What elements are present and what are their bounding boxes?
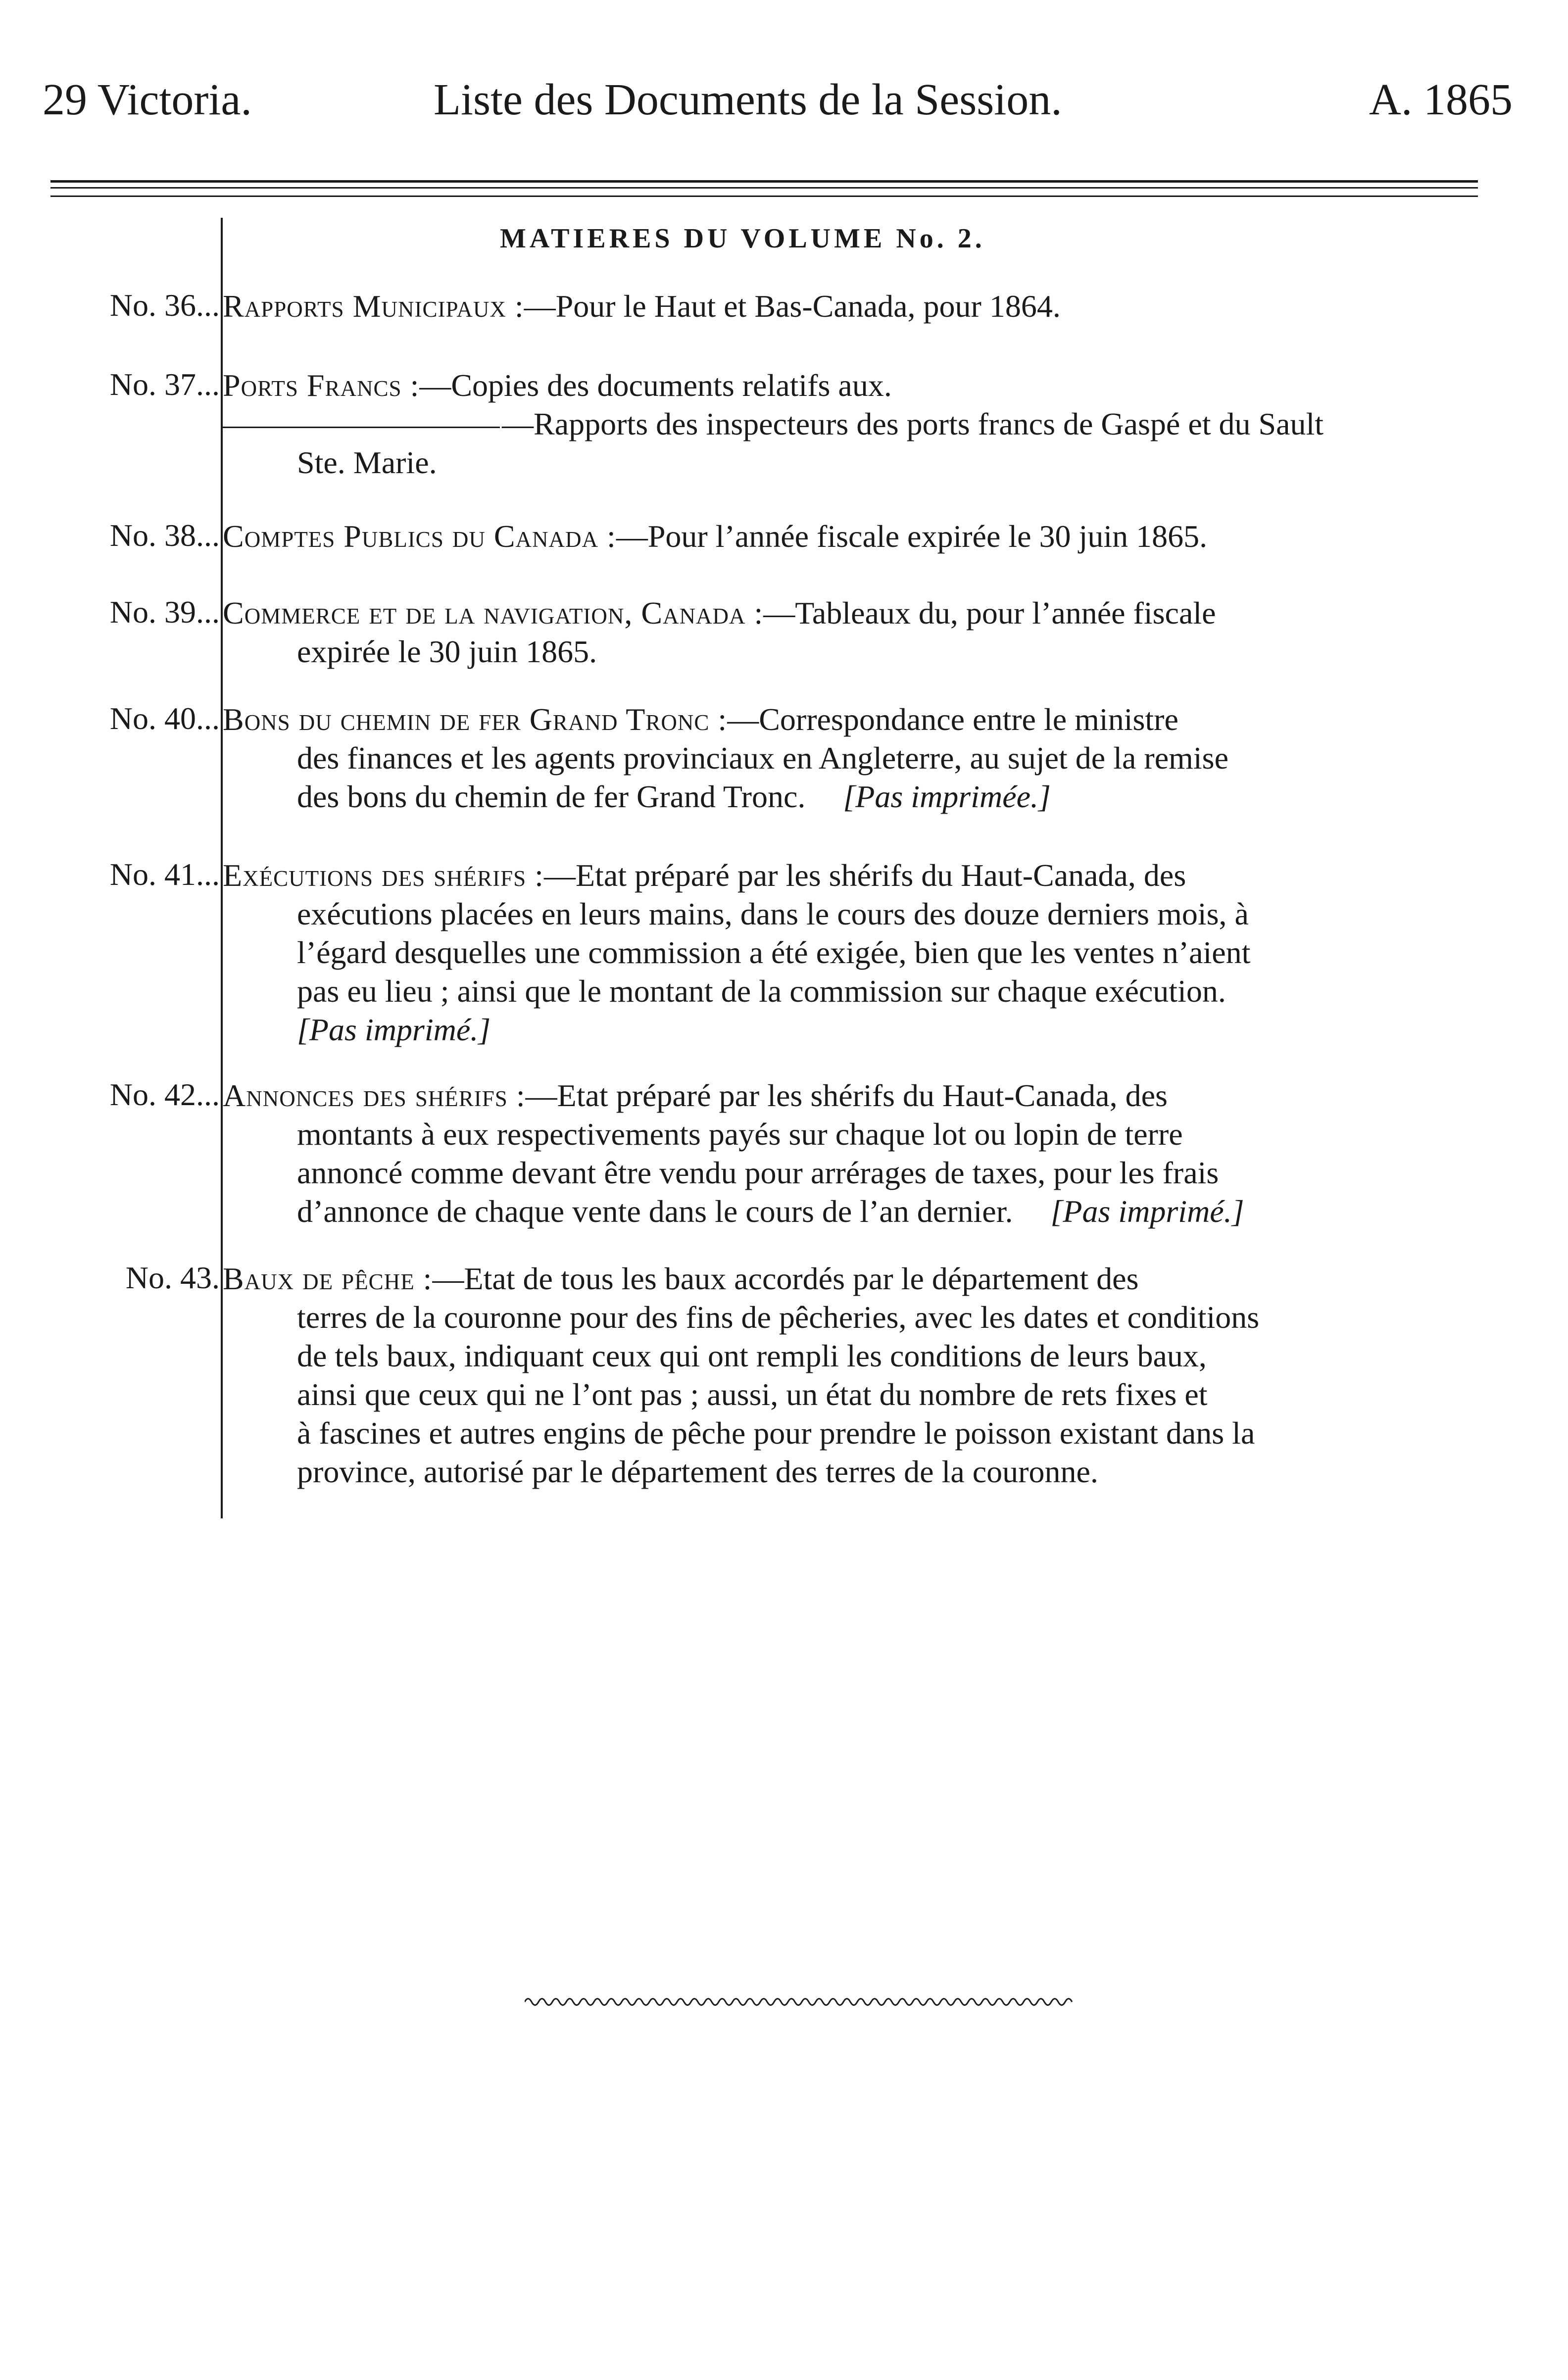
entry-text xyxy=(223,366,1515,482)
entry-line: d’annonce de chaque vente dans le cours de l’an dernier. xyxy=(297,1194,1013,1229)
section-title: MATIERES DU VOLUME No. 2. xyxy=(500,223,985,254)
entry-line: province, autorisé par le département des terres de la couronne. xyxy=(297,1454,1098,1489)
entry-heading: Bons du chemin de fer Grand Tronc : xyxy=(223,702,728,737)
entry-number: No. 43. xyxy=(125,1260,220,1295)
entry-line: des finances et les agents provinciaux en Angleterre, au sujet de la remise xyxy=(297,740,1228,776)
not-printed-note: [Pas imprimé.] xyxy=(297,1012,491,1047)
entry-text xyxy=(223,1076,1515,1231)
entry-heading: Annonces des shérifs : xyxy=(223,1078,526,1113)
entry-heading: Commerce et de la navigation, Canada : xyxy=(223,595,764,631)
entry-line: —Etat préparé par les shérifs du Haut-Canada, des xyxy=(543,858,1186,893)
header-document-year: A. 1865 xyxy=(1369,75,1513,124)
running-header xyxy=(43,74,1513,134)
not-printed-note: [Pas imprimé.] xyxy=(1050,1194,1244,1229)
entry-line: terres de la couronne pour des fins de pêcheries, avec les dates et conditions xyxy=(297,1300,1260,1335)
entry-line: des bons du chemin de fer Grand Tronc. xyxy=(297,779,806,814)
entry-line: —Pour l’année fiscale expirée le 30 juin 1865. xyxy=(616,519,1208,554)
entry-heading: Baux de pêche : xyxy=(223,1261,433,1296)
entry-number: No. 41... xyxy=(109,857,220,892)
entry-line: exécutions placées en leurs mains, dans le cours des douze derniers mois, à xyxy=(297,896,1249,931)
not-printed-note: [Pas imprimée.] xyxy=(843,779,1051,814)
entry-text xyxy=(223,517,1515,556)
entry-text xyxy=(223,594,1515,671)
entry-heading: Ports Francs : xyxy=(223,368,420,403)
entry-number: No. 36... xyxy=(109,288,220,323)
entry-number: No. 39... xyxy=(109,594,220,630)
entry-line: —Tableaux du, pour l’année fiscale xyxy=(763,595,1216,631)
entry-number: No. 38... xyxy=(109,518,220,553)
header-rule-thin xyxy=(50,187,1478,189)
entry-number: No. 42... xyxy=(109,1077,220,1112)
entry-line: —Etat de tous les baux accordés par le département des xyxy=(432,1261,1139,1296)
entry-heading: Comptes Publics du Canada : xyxy=(223,519,616,554)
entry-line: à fascines et autres engins de pêche pour prendre le poisson existant dans la xyxy=(297,1415,1255,1451)
entry-line: l’égard desquelles une commission a été exigée, bien que les ventes n’aient xyxy=(297,935,1251,970)
entry-text xyxy=(223,287,1515,326)
entry-line: expirée le 30 juin 1865. xyxy=(297,634,597,669)
entry-number: No. 40... xyxy=(109,701,220,736)
entry-line: ainsi que ceux qui ne l’ont pas ; aussi, un état du nombre de rets fixes et xyxy=(297,1377,1208,1412)
header-title: Liste des Documents de la Session. xyxy=(434,75,1062,124)
entry-number: No. 37... xyxy=(109,367,220,402)
wavy-divider-ornament xyxy=(525,1994,1074,2009)
entry-line: —Etat préparé par les shérifs du Haut-Canada, des xyxy=(525,1078,1168,1113)
entry-heading: Exécutions des shérifs : xyxy=(223,858,544,893)
header-rule-thick xyxy=(50,180,1478,183)
entry-line: —Pour le Haut et Bas-Canada, pour 1864. xyxy=(524,289,1061,324)
entry-heading: Rapports Municipaux : xyxy=(223,289,524,324)
entry-line: —Copies des documents relatifs aux. xyxy=(419,368,892,403)
header-rule-thin xyxy=(50,195,1478,197)
entry-line: Ste. Marie. xyxy=(297,445,437,480)
entry-line: annoncé comme devant être vendu pour arrérages de taxes, pour les frais xyxy=(297,1155,1219,1190)
entry-line: —Correspondance entre le ministre xyxy=(727,702,1178,737)
entry-text xyxy=(223,1260,1515,1491)
entry-text xyxy=(223,700,1515,816)
entry-line: pas eu lieu ; ainsi que le montant de la commission sur chaque exécution. xyxy=(297,973,1226,1009)
header-session-year: 29 Victoria. xyxy=(43,75,252,124)
entry-line: —Rapports des inspecteurs des ports francs de Gaspé et du Sault xyxy=(502,406,1324,441)
entry-line: montants à eux respectivements payés sur chaque lot ou lopin de terre xyxy=(297,1117,1183,1152)
entry-line: de tels baux, indiquant ceux qui ont rempli les conditions de leurs baux, xyxy=(297,1338,1207,1373)
ditto-rule xyxy=(223,427,500,428)
entry-text xyxy=(223,856,1515,1049)
